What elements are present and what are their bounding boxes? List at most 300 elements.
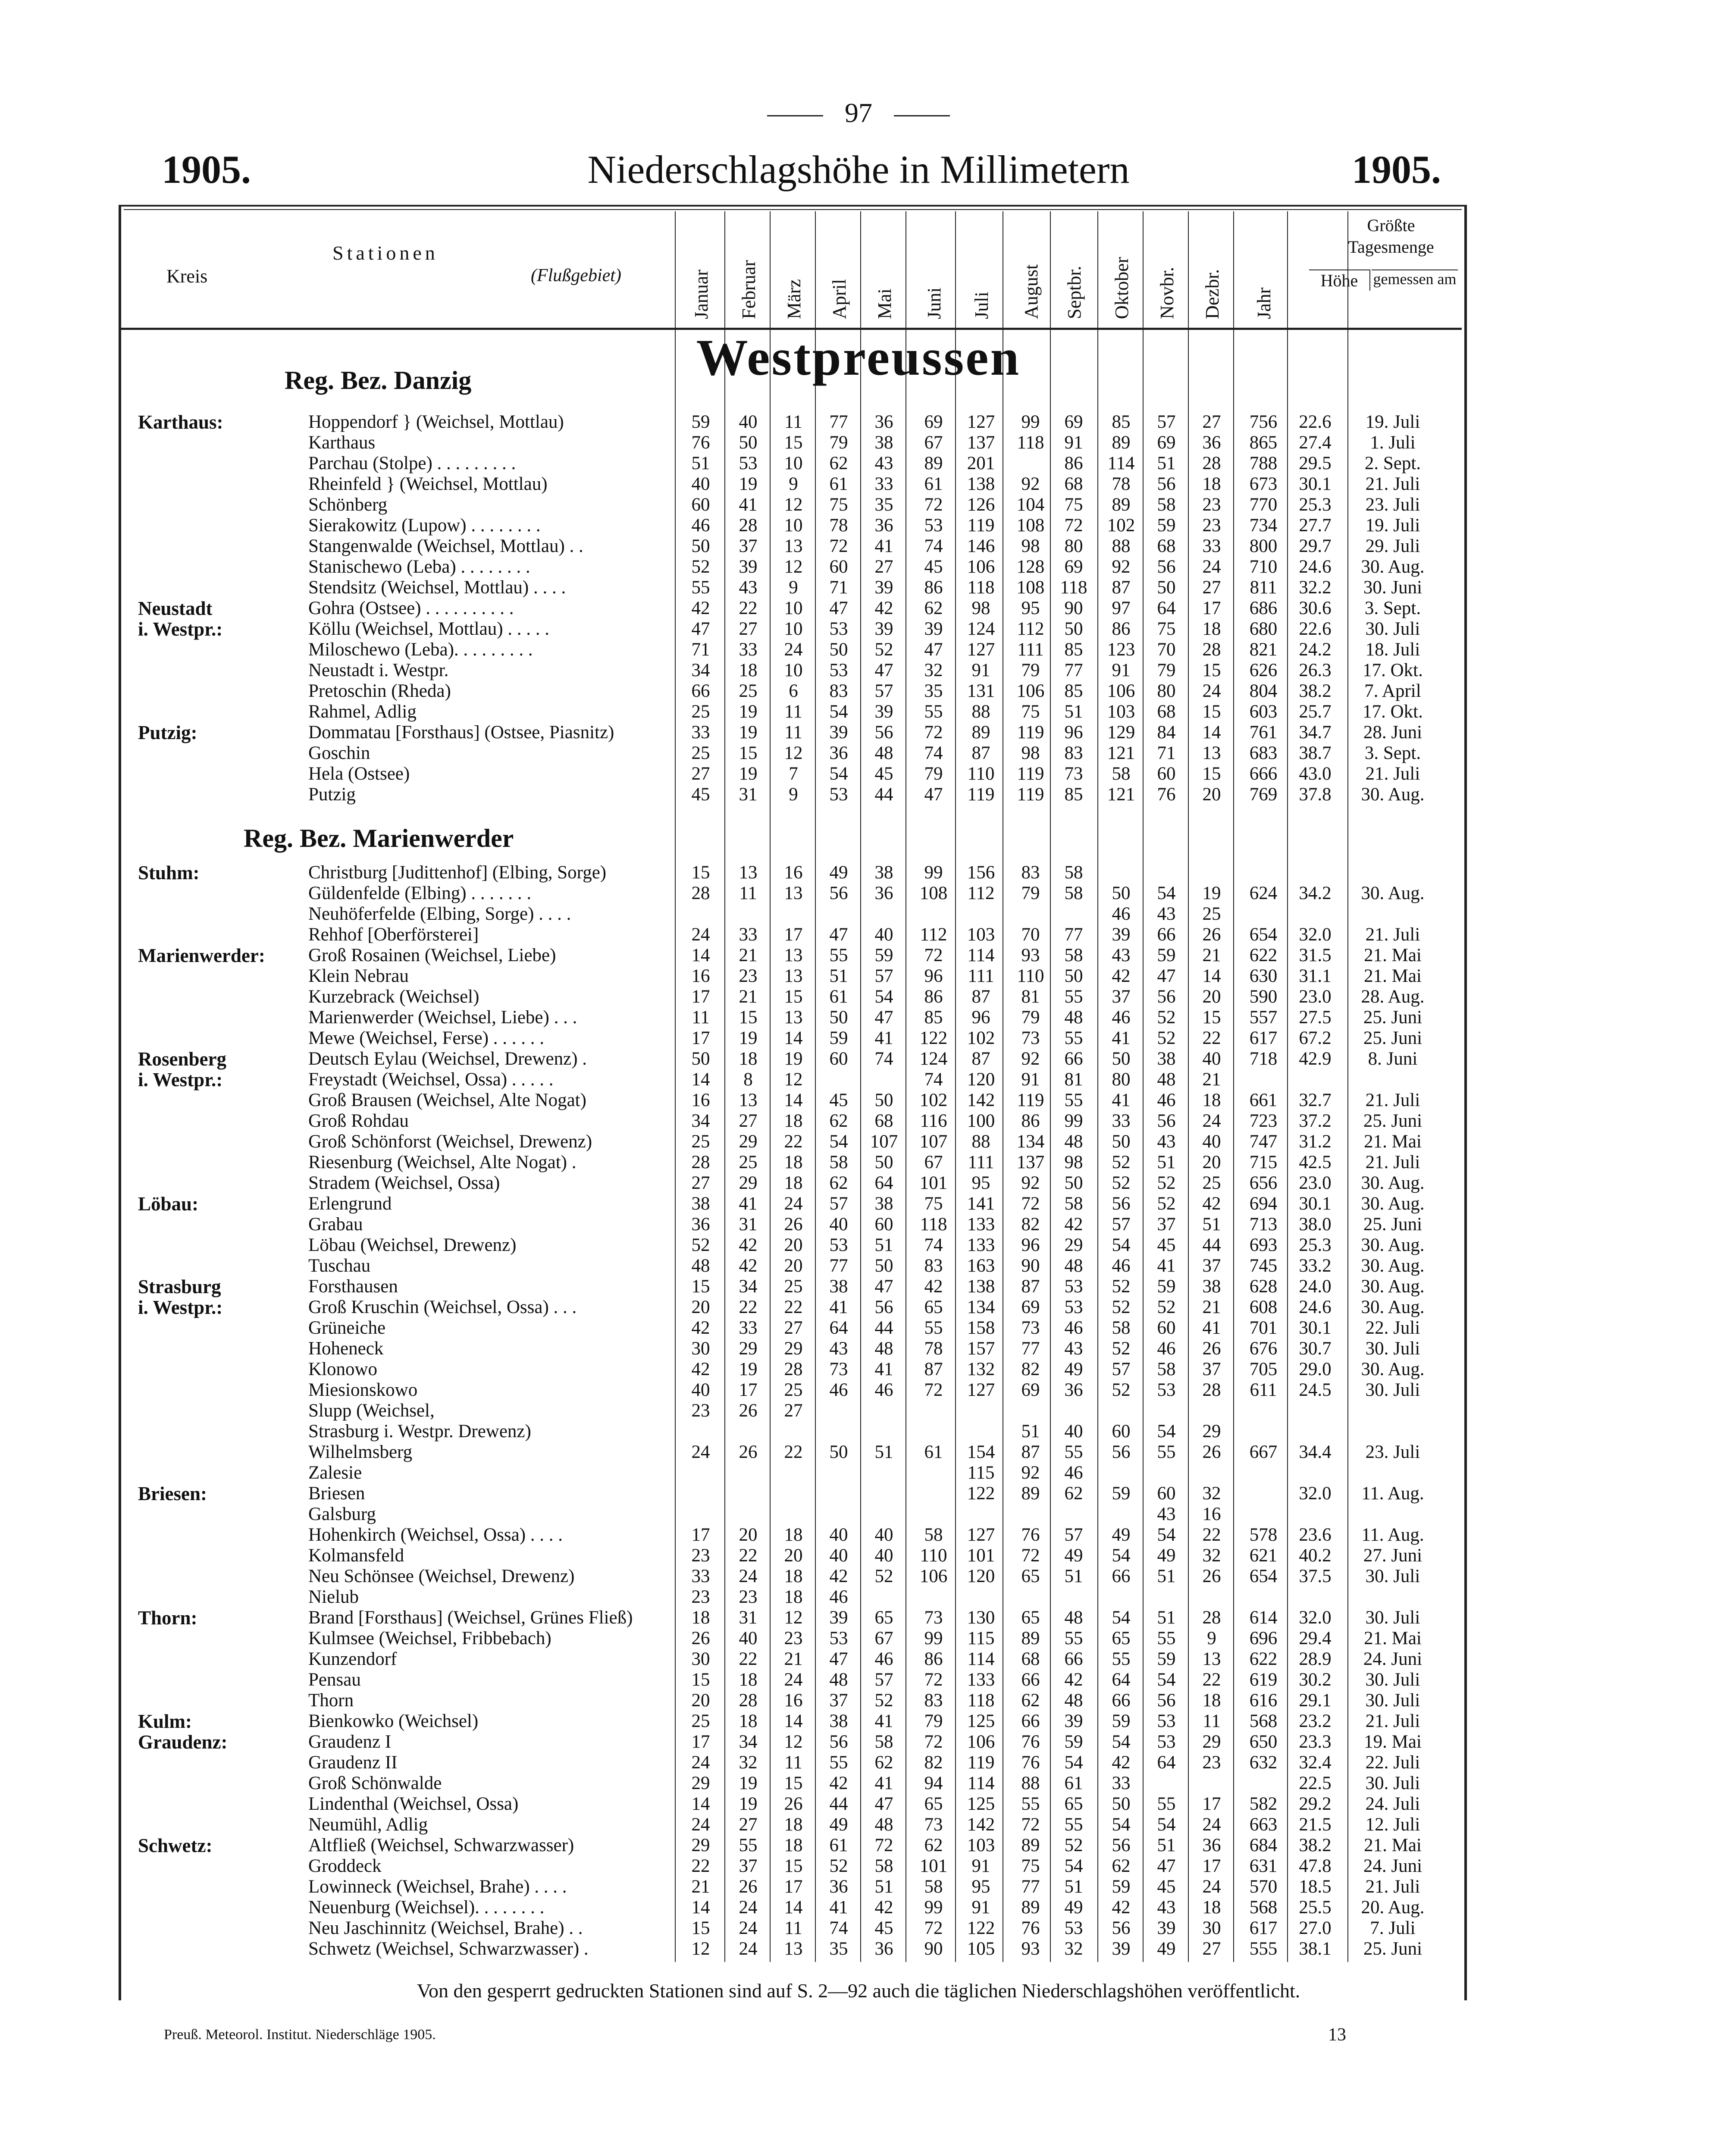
cell-value: 21. Juli bbox=[1365, 764, 1420, 784]
cell-value: 30.1 bbox=[1299, 1318, 1332, 1338]
cell-value: 51 bbox=[1021, 1421, 1040, 1442]
cell-value: 723 bbox=[1249, 1111, 1278, 1131]
cell-value: 119 bbox=[967, 1752, 995, 1773]
cell-value: 23 bbox=[691, 1545, 710, 1566]
cell-value: 49 bbox=[1064, 1359, 1083, 1379]
cell-value: 18 bbox=[784, 1173, 803, 1193]
cell-value: 118 bbox=[920, 1214, 947, 1235]
cell-value: 53 bbox=[829, 619, 848, 639]
cell-value: 52 bbox=[1112, 1276, 1131, 1297]
cell-value: 55 bbox=[924, 1318, 943, 1338]
cell-value: 26 bbox=[691, 1628, 710, 1648]
cell-value: 12 bbox=[784, 1069, 803, 1090]
cell-value: 52 bbox=[874, 639, 893, 660]
cell-value: 54 bbox=[829, 702, 848, 722]
cell-value: 26 bbox=[739, 1401, 758, 1421]
cell-value: 62 bbox=[924, 1835, 943, 1855]
cell-value: 29 bbox=[739, 1131, 758, 1152]
cell-value: 43 bbox=[1157, 904, 1176, 924]
cell-value: 23.3 bbox=[1299, 1732, 1332, 1752]
cell-value: 24 bbox=[784, 1194, 803, 1214]
cell-value: 800 bbox=[1249, 536, 1278, 556]
cell-value: 22 bbox=[784, 1442, 803, 1462]
cell-value: 24 bbox=[691, 1752, 710, 1773]
cell-value: 79 bbox=[1157, 660, 1176, 680]
cell-value: 12 bbox=[784, 1732, 803, 1752]
cell-value: 201 bbox=[967, 453, 995, 473]
station-name: Miesionskowo bbox=[308, 1380, 418, 1400]
cell-value: 38 bbox=[1157, 1049, 1176, 1069]
cell-value: 608 bbox=[1249, 1297, 1278, 1317]
station-name: Altfließ (Weichsel, Schwarzwasser) bbox=[308, 1835, 574, 1855]
cell-value: 55 bbox=[829, 1752, 848, 1773]
cell-value: 41 bbox=[874, 1773, 893, 1793]
cell-value: 66 bbox=[1157, 924, 1176, 945]
cell-value: 32.0 bbox=[1299, 1483, 1332, 1504]
cell-value: 25 bbox=[1202, 1173, 1221, 1193]
cell-value: 23 bbox=[739, 1587, 758, 1607]
cell-value: 22.6 bbox=[1299, 619, 1332, 639]
cell-value: 22 bbox=[739, 598, 758, 618]
cell-value: 24.6 bbox=[1299, 557, 1332, 577]
cell-value: 65 bbox=[874, 1608, 893, 1628]
cell-value: 96 bbox=[1021, 1235, 1040, 1255]
cell-value: 108 bbox=[919, 883, 948, 903]
cell-value: 27.4 bbox=[1299, 432, 1332, 453]
reg-bez-marienwerder: Reg. Bez. Marienwerder bbox=[244, 824, 514, 852]
cell-value: 61 bbox=[1064, 1773, 1083, 1793]
cell-value: 45 bbox=[829, 1090, 848, 1110]
cell-value: 38.1 bbox=[1299, 1939, 1332, 1959]
cell-value: 55 bbox=[1064, 987, 1083, 1007]
cell-value: 62 bbox=[874, 1752, 893, 1773]
cell-value: 24. Juli bbox=[1365, 1794, 1420, 1814]
cell-value: 98 bbox=[1021, 743, 1040, 763]
cell-value: 70 bbox=[1021, 924, 1040, 945]
cell-value: 53 bbox=[829, 1628, 848, 1648]
kreis-label: Strasburg bbox=[138, 1276, 221, 1297]
kreis-label: Karthaus: bbox=[138, 411, 223, 433]
column-rule bbox=[770, 211, 771, 1962]
cell-value: 10 bbox=[784, 619, 803, 639]
cell-value: 53 bbox=[1064, 1918, 1083, 1938]
cell-value: 15 bbox=[1202, 1007, 1221, 1028]
table-header bbox=[121, 211, 1462, 328]
cell-value: 15 bbox=[739, 1007, 758, 1028]
column-rule bbox=[1347, 211, 1348, 1962]
cell-value: 138 bbox=[967, 1276, 995, 1297]
cell-value: 46 bbox=[874, 1380, 893, 1400]
cell-value: 46 bbox=[1157, 1338, 1176, 1359]
cell-value: 55 bbox=[1064, 1814, 1083, 1835]
cell-value: 59 bbox=[1157, 515, 1176, 536]
cell-value: 58 bbox=[924, 1525, 943, 1545]
cell-value: 11 bbox=[784, 702, 802, 722]
cell-value: 40 bbox=[874, 1525, 893, 1545]
cell-value: 96 bbox=[971, 1007, 990, 1028]
cell-value: 138 bbox=[967, 474, 995, 494]
cell-value: 50 bbox=[829, 1007, 848, 1028]
cell-value: 52 bbox=[1157, 1028, 1176, 1048]
cell-value: 66 bbox=[691, 681, 710, 701]
cell-value: 112 bbox=[1017, 619, 1044, 639]
cell-value: 99 bbox=[924, 1897, 943, 1918]
cell-value: 30. Juli bbox=[1365, 619, 1420, 639]
cell-value: 65 bbox=[1021, 1608, 1040, 1628]
cell-value: 56 bbox=[874, 1297, 893, 1317]
cell-value: 91 bbox=[971, 660, 990, 680]
cell-value: 92 bbox=[1021, 474, 1040, 494]
kreis-label: Rosenberg bbox=[138, 1048, 226, 1070]
cell-value: 19 bbox=[1202, 883, 1221, 903]
cell-value: 36 bbox=[874, 1939, 893, 1959]
cell-value: 14 bbox=[691, 1069, 710, 1090]
cell-value: 76 bbox=[1157, 784, 1176, 805]
cell-value: 693 bbox=[1249, 1235, 1278, 1255]
cell-value: 42 bbox=[691, 1318, 710, 1338]
cell-value: 18 bbox=[739, 1670, 758, 1690]
station-name: Graudenz II bbox=[308, 1752, 398, 1773]
cell-value: 78 bbox=[829, 515, 848, 536]
cell-value: 28 bbox=[1202, 453, 1221, 473]
cell-value: 15 bbox=[1202, 764, 1221, 784]
cell-value: 38 bbox=[1202, 1276, 1221, 1297]
cell-value: 555 bbox=[1249, 1939, 1278, 1959]
cell-value: 8 bbox=[743, 1069, 753, 1090]
cell-value: 15 bbox=[691, 1918, 710, 1938]
cell-value: 77 bbox=[829, 1256, 848, 1276]
header-month: Oktober bbox=[1111, 257, 1132, 319]
cell-value: 49 bbox=[1112, 1525, 1131, 1545]
cell-value: 43 bbox=[1112, 945, 1131, 965]
cell-value: 676 bbox=[1249, 1338, 1278, 1359]
cell-value: 116 bbox=[920, 1111, 947, 1131]
cell-value: 83 bbox=[829, 681, 848, 701]
header-max-title: Größte Tagesmenge bbox=[1348, 216, 1434, 257]
station-name: Rheinfeld } (Weichsel, Mottlau) bbox=[308, 474, 548, 494]
header-month: März bbox=[783, 279, 805, 319]
cell-value: 35 bbox=[829, 1939, 848, 1959]
cell-value: 41 bbox=[874, 1028, 893, 1048]
cell-value: 102 bbox=[919, 1090, 948, 1110]
cell-value: 39 bbox=[1064, 1711, 1083, 1731]
header-month: Septbr. bbox=[1064, 266, 1085, 319]
cell-value: 680 bbox=[1249, 619, 1278, 639]
cell-value: 25. Juni bbox=[1363, 1214, 1422, 1235]
cell-value: 62 bbox=[1112, 1856, 1131, 1876]
cell-value: 34 bbox=[739, 1276, 758, 1297]
cell-value: 51 bbox=[1157, 1566, 1176, 1586]
cell-value: 27 bbox=[784, 1401, 803, 1421]
cell-value: 24 bbox=[1202, 1877, 1221, 1897]
cell-value: 88 bbox=[1021, 1773, 1040, 1793]
cell-value: 43 bbox=[829, 1338, 848, 1359]
cell-value: 34 bbox=[739, 1732, 758, 1752]
cell-value: 28.9 bbox=[1299, 1649, 1332, 1669]
cell-value: 75 bbox=[829, 495, 848, 515]
cell-value: 21. Mai bbox=[1364, 1628, 1422, 1648]
cell-value: 92 bbox=[1021, 1049, 1040, 1069]
cell-value: 48 bbox=[874, 1814, 893, 1835]
cell-value: 85 bbox=[1064, 681, 1083, 701]
cell-value: 79 bbox=[924, 1711, 943, 1731]
station-name: Neumühl, Adlig bbox=[308, 1814, 428, 1835]
cell-value: 19 bbox=[739, 474, 758, 494]
cell-value: 77 bbox=[1021, 1338, 1040, 1359]
cell-value: 60 bbox=[1157, 1483, 1176, 1504]
cell-value: 48 bbox=[1064, 1690, 1083, 1711]
cell-value: 24 bbox=[1202, 1111, 1221, 1131]
cell-value: 66 bbox=[1021, 1670, 1040, 1690]
cell-value: 40 bbox=[874, 924, 893, 945]
cell-value: 65 bbox=[1064, 1794, 1083, 1814]
cell-value: 46 bbox=[874, 1649, 893, 1669]
cell-value: 88 bbox=[971, 1131, 990, 1152]
cell-value: 20 bbox=[1202, 784, 1221, 805]
cell-value: 29 bbox=[1202, 1732, 1221, 1752]
cell-value: 18 bbox=[1202, 1690, 1221, 1711]
cell-value: 30. Aug. bbox=[1361, 1276, 1425, 1297]
cell-value: 54 bbox=[1157, 1525, 1176, 1545]
cell-value: 40.2 bbox=[1299, 1545, 1332, 1566]
cell-value: 18 bbox=[1202, 474, 1221, 494]
cell-value: 42 bbox=[1202, 1194, 1221, 1214]
cell-value: 39 bbox=[924, 619, 943, 639]
cell-value: 36 bbox=[829, 1877, 848, 1897]
cell-value: 47 bbox=[691, 619, 710, 639]
cell-value: 15 bbox=[691, 862, 710, 883]
cell-value: 56 bbox=[1112, 1918, 1131, 1938]
cell-value: 18.5 bbox=[1299, 1877, 1332, 1897]
cell-value: 30.7 bbox=[1299, 1338, 1332, 1359]
cell-value: 57 bbox=[1112, 1214, 1131, 1235]
cell-value: 46 bbox=[1064, 1463, 1083, 1483]
cell-value: 19 bbox=[739, 1359, 758, 1379]
cell-value: 7. April bbox=[1364, 681, 1421, 701]
cell-value: 158 bbox=[967, 1318, 995, 1338]
cell-value: 43.0 bbox=[1299, 764, 1332, 784]
cell-value: 23 bbox=[1202, 515, 1221, 536]
cell-value: 106 bbox=[919, 1566, 948, 1586]
cell-value: 58 bbox=[1157, 495, 1176, 515]
cell-value: 50 bbox=[691, 1049, 710, 1069]
cell-value: 45 bbox=[874, 764, 893, 784]
cell-value: 101 bbox=[919, 1173, 948, 1193]
station-name: Briesen bbox=[308, 1483, 365, 1504]
cell-value: 49 bbox=[1064, 1545, 1083, 1566]
cell-value: 154 bbox=[967, 1442, 995, 1462]
cell-value: 18 bbox=[739, 1049, 758, 1069]
cell-value: 24 bbox=[1202, 557, 1221, 577]
cell-value: 9 bbox=[789, 784, 798, 805]
cell-value: 683 bbox=[1249, 743, 1278, 763]
cell-value: 80 bbox=[1064, 536, 1083, 556]
cell-value: 120 bbox=[967, 1069, 995, 1090]
cell-value: 24 bbox=[739, 1918, 758, 1938]
cell-value: 27 bbox=[1202, 577, 1221, 598]
cell-value: 66 bbox=[1112, 1690, 1131, 1711]
cell-value: 53 bbox=[1157, 1380, 1176, 1400]
cell-value: 77 bbox=[1064, 660, 1083, 680]
cell-value: 106 bbox=[967, 557, 995, 577]
cell-value: 570 bbox=[1249, 1877, 1278, 1897]
cell-value: 56 bbox=[829, 1732, 848, 1752]
cell-value: 17 bbox=[691, 987, 710, 1007]
cell-value: 49 bbox=[1064, 1897, 1083, 1918]
cell-value: 22.6 bbox=[1299, 412, 1332, 432]
cell-value: 134 bbox=[967, 1297, 995, 1317]
cell-value: 11 bbox=[784, 722, 802, 743]
cell-value: 46 bbox=[1064, 1318, 1083, 1338]
cell-value: 53 bbox=[1064, 1276, 1083, 1297]
cell-value: 98 bbox=[1064, 1152, 1083, 1172]
cell-value: 111 bbox=[968, 966, 994, 986]
cell-value: 33 bbox=[1202, 536, 1221, 556]
cell-value: 40 bbox=[691, 1380, 710, 1400]
column-rule bbox=[955, 211, 956, 1962]
cell-value: 622 bbox=[1249, 945, 1278, 965]
cell-value: 32 bbox=[1202, 1545, 1221, 1566]
cell-value: 32.0 bbox=[1299, 1608, 1332, 1628]
cell-value: 27 bbox=[1202, 1939, 1221, 1959]
cell-value: 32.7 bbox=[1299, 1090, 1332, 1110]
cell-value: 87 bbox=[1021, 1442, 1040, 1462]
cell-value: 38 bbox=[691, 1194, 710, 1214]
cell-value: 16 bbox=[691, 1090, 710, 1110]
cell-value: 48 bbox=[1064, 1256, 1083, 1276]
cell-value: 59 bbox=[1112, 1483, 1131, 1504]
kreis-label: Marienwerder: bbox=[138, 945, 265, 966]
cell-value: 42 bbox=[691, 1359, 710, 1379]
cell-value: 75 bbox=[1021, 1856, 1040, 1876]
cell-value: 30. Juli bbox=[1365, 1608, 1420, 1628]
cell-value: 88 bbox=[971, 702, 990, 722]
station-name: Klonowo bbox=[308, 1359, 378, 1379]
cell-value: 73 bbox=[924, 1814, 943, 1835]
cell-value: 33 bbox=[739, 1318, 758, 1338]
cell-value: 51 bbox=[874, 1235, 893, 1255]
cell-value: 47 bbox=[829, 924, 848, 945]
cell-value: 49 bbox=[829, 1814, 848, 1835]
header-hoehe: Höhe bbox=[1309, 270, 1370, 291]
station-name: Thorn bbox=[308, 1690, 354, 1711]
cell-value: 89 bbox=[971, 722, 990, 743]
cell-value: 86 bbox=[924, 987, 943, 1007]
station-name: Rehhof [Oberförsterei] bbox=[308, 924, 479, 945]
cell-value: 22 bbox=[1202, 1028, 1221, 1048]
cell-value: 20 bbox=[784, 1235, 803, 1255]
cell-value: 55 bbox=[1064, 1442, 1083, 1462]
kreis-label: Löbau: bbox=[138, 1193, 199, 1215]
cell-value: 72 bbox=[829, 536, 848, 556]
cell-value: 20 bbox=[1202, 1152, 1221, 1172]
cell-value: 53 bbox=[829, 784, 848, 805]
cell-value: 21.5 bbox=[1299, 1814, 1332, 1835]
cell-value: 74 bbox=[924, 1069, 943, 1090]
cell-value: 37 bbox=[1112, 987, 1131, 1007]
station-name: Karthaus bbox=[308, 432, 376, 453]
cell-value: 50 bbox=[829, 1442, 848, 1462]
cell-value: 656 bbox=[1249, 1173, 1278, 1193]
cell-value: 48 bbox=[1064, 1131, 1083, 1152]
cell-value: 51 bbox=[1157, 1835, 1176, 1855]
cell-value: 96 bbox=[1064, 722, 1083, 743]
cell-value: 26 bbox=[739, 1442, 758, 1462]
kreis-label: Schwetz: bbox=[138, 1835, 213, 1856]
cell-value: 42 bbox=[1064, 1214, 1083, 1235]
cell-value: 34.4 bbox=[1299, 1442, 1332, 1462]
cell-value: 30. Aug. bbox=[1361, 1173, 1425, 1193]
cell-value: 25 bbox=[691, 1711, 710, 1731]
header-flussgebiet: (Flußgebiet) bbox=[531, 266, 621, 285]
cell-value: 30. Aug. bbox=[1361, 1256, 1425, 1276]
cell-value: 18 bbox=[784, 1111, 803, 1131]
cell-value: 76 bbox=[1021, 1525, 1040, 1545]
cell-value: 73 bbox=[924, 1608, 943, 1628]
cell-value: 51 bbox=[1064, 702, 1083, 722]
cell-value: 46 bbox=[1157, 1090, 1176, 1110]
cell-value: 42 bbox=[1112, 966, 1131, 986]
cell-value: 24.2 bbox=[1299, 639, 1332, 660]
cell-value: 60 bbox=[1112, 1421, 1131, 1442]
cell-value: 110 bbox=[920, 1545, 947, 1566]
cell-value: 27 bbox=[739, 1814, 758, 1835]
cell-value: 30.1 bbox=[1299, 1194, 1332, 1214]
cell-value: 21 bbox=[784, 1649, 803, 1669]
cell-value: 77 bbox=[1064, 924, 1083, 945]
station-name: Marienwerder (Weichsel, Liebe) . . . bbox=[308, 1007, 577, 1028]
cell-value: 91 bbox=[971, 1897, 990, 1918]
cell-value: 118 bbox=[1060, 577, 1087, 598]
cell-value: 41 bbox=[829, 1897, 848, 1918]
cell-value: 41 bbox=[1112, 1090, 1131, 1110]
cell-value: 91 bbox=[971, 1856, 990, 1876]
sheet-number: 13 bbox=[1328, 2025, 1346, 2045]
cell-value: 86 bbox=[1064, 453, 1083, 473]
cell-value: 40 bbox=[1202, 1131, 1221, 1152]
cell-value: 804 bbox=[1249, 681, 1278, 701]
cell-value: 8. Juni bbox=[1368, 1049, 1418, 1069]
cell-value: 40 bbox=[1064, 1421, 1083, 1442]
cell-value: 56 bbox=[874, 722, 893, 743]
station-name: Güldenfelde (Elbing) . . . . . . . bbox=[308, 883, 532, 903]
cell-value: 43 bbox=[739, 577, 758, 598]
cell-value: 79 bbox=[924, 764, 943, 784]
cell-value: 43 bbox=[1064, 1338, 1083, 1359]
page-number: 97 bbox=[0, 97, 1717, 129]
cell-value: 54 bbox=[1157, 1421, 1176, 1442]
station-name: Schönberg bbox=[308, 495, 388, 515]
cell-value: 24 bbox=[691, 1442, 710, 1462]
cell-value: 41 bbox=[739, 1194, 758, 1214]
cell-value: 142 bbox=[967, 1090, 995, 1110]
cell-value: 41 bbox=[874, 1711, 893, 1731]
cell-value: 38.2 bbox=[1299, 681, 1332, 701]
cell-value: 23 bbox=[784, 1628, 803, 1648]
cell-value: 163 bbox=[967, 1256, 995, 1276]
cell-value: 110 bbox=[1017, 966, 1044, 986]
cell-value: 111 bbox=[1017, 639, 1044, 660]
cell-value: 42 bbox=[1064, 1670, 1083, 1690]
station-name: Kolmansfeld bbox=[308, 1545, 404, 1566]
cell-value: 18 bbox=[784, 1835, 803, 1855]
cell-value: 39 bbox=[1112, 1939, 1131, 1959]
cell-value: 23. Juli bbox=[1365, 1442, 1420, 1462]
cell-value: 718 bbox=[1249, 1049, 1278, 1069]
cell-value: 29 bbox=[691, 1773, 710, 1793]
cell-value: 32 bbox=[1064, 1939, 1083, 1959]
cell-value: 48 bbox=[691, 1256, 710, 1276]
